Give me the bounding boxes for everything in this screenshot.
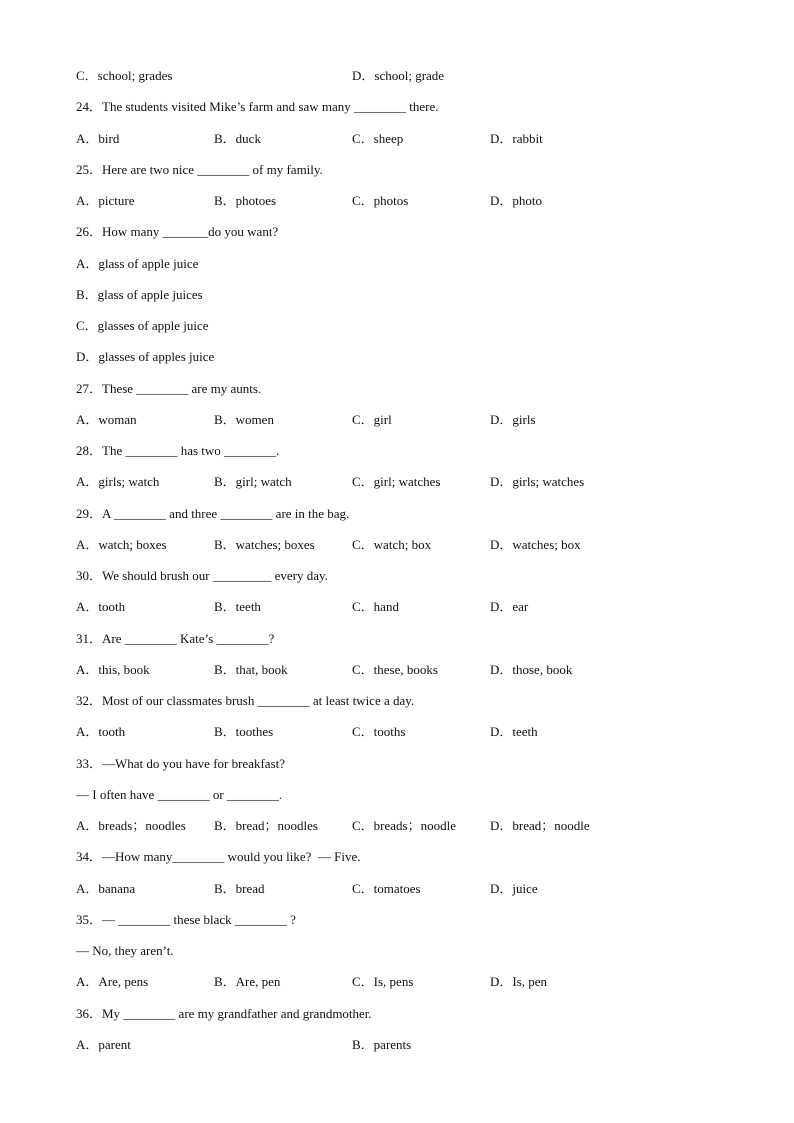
answer-option: D．bread；noodle: [490, 818, 590, 833]
answer-option: D．girls: [490, 412, 536, 427]
question-text: 36．My ________ are my grandfather and grandmother.: [76, 1006, 372, 1021]
answer-option: C．watch; box: [352, 537, 432, 552]
answer-option: C．sheep: [352, 131, 404, 146]
answer-option: D．girls; watches: [490, 474, 585, 489]
question-text: 35．— ________ these black ________ ?: [76, 912, 296, 927]
answer-option: D．photo: [490, 193, 543, 208]
answer-option: D．glasses of apples juice: [76, 349, 215, 364]
question-text: 29．A ________ and three ________ are in the bag.: [76, 506, 350, 521]
answer-option: B．women: [214, 412, 274, 427]
answer-option: B．bread: [214, 881, 265, 896]
answer-option: A．glass of apple juice: [76, 256, 199, 271]
answer-option: A．bird: [76, 131, 120, 146]
answer-option: A．this, book: [76, 662, 150, 677]
answer-option: A．Are, pens: [76, 974, 149, 989]
answer-option: D．juice: [490, 881, 538, 896]
question-text: 28．The ________ has two ________.: [76, 443, 280, 458]
answer-option: A．girls; watch: [76, 474, 160, 489]
dialogue-line: — No, they aren’t.: [76, 943, 174, 958]
answer-option: B．Are, pen: [214, 974, 281, 989]
answer-option: A．woman: [76, 412, 137, 427]
question-text: 31．Are ________ Kate’s ________?: [76, 631, 275, 646]
answer-option: C．breads；noodle: [352, 818, 456, 833]
answer-option: A．tooth: [76, 599, 126, 614]
answer-option: C．girl; watches: [352, 474, 441, 489]
question-text: 33．—What do you have for breakfast?: [76, 756, 286, 771]
answer-option: C．tomatoes: [352, 881, 421, 896]
answer-option: D．ear: [490, 599, 529, 614]
answer-option: D．Is, pen: [490, 974, 548, 989]
question-text: 27．These ________ are my aunts.: [76, 381, 262, 396]
question-text: 30．We should brush our _________ every day.: [76, 568, 328, 583]
answer-option: D．rabbit: [490, 131, 543, 146]
answer-option: D．watches; box: [490, 537, 581, 552]
answer-option: C．school; grades: [76, 68, 173, 83]
answer-option: C．tooths: [352, 724, 406, 739]
answer-option: A．picture: [76, 193, 135, 208]
answer-option: C．photos: [352, 193, 409, 208]
answer-option: A．breads；noodles: [76, 818, 186, 833]
answer-option: D．those, book: [490, 662, 573, 677]
question-text: 24．The students visited Mike’s farm and saw many ________ there.: [76, 99, 439, 114]
answer-option: A．tooth: [76, 724, 126, 739]
answer-option: C．these, books: [352, 662, 438, 677]
answer-option: B．teeth: [214, 599, 261, 614]
answer-option: B．that, book: [214, 662, 288, 677]
question-text: 26．How many _______do you want?: [76, 224, 279, 239]
question-text: 34．—How many________ would you like? — Five.: [76, 849, 361, 864]
answer-option: B．toothes: [214, 724, 274, 739]
answer-option: C．hand: [352, 599, 399, 614]
answer-option: B．photoes: [214, 193, 277, 208]
answer-option: A．parent: [76, 1037, 131, 1052]
answer-option: B．duck: [214, 131, 261, 146]
answer-option: B．glass of apple juices: [76, 287, 203, 302]
answer-option: B．bread；noodles: [214, 818, 318, 833]
answer-option: B．girl; watch: [214, 474, 292, 489]
answer-option: B．watches; boxes: [214, 537, 315, 552]
answer-option: A．watch; boxes: [76, 537, 167, 552]
answer-option: C．girl: [352, 412, 392, 427]
answer-option: C．glasses of apple juice: [76, 318, 209, 333]
answer-option: D．school; grade: [352, 68, 445, 83]
question-text: 32．Most of our classmates brush ________ at least twice a day.: [76, 693, 415, 708]
answer-option: D．teeth: [490, 724, 538, 739]
answer-option: C．Is, pens: [352, 974, 414, 989]
dialogue-line: — I often have ________ or ________.: [76, 787, 283, 802]
answer-option: A．banana: [76, 881, 136, 896]
answer-option: B．parents: [352, 1037, 412, 1052]
question-text: 25．Here are two nice ________ of my family.: [76, 162, 323, 177]
